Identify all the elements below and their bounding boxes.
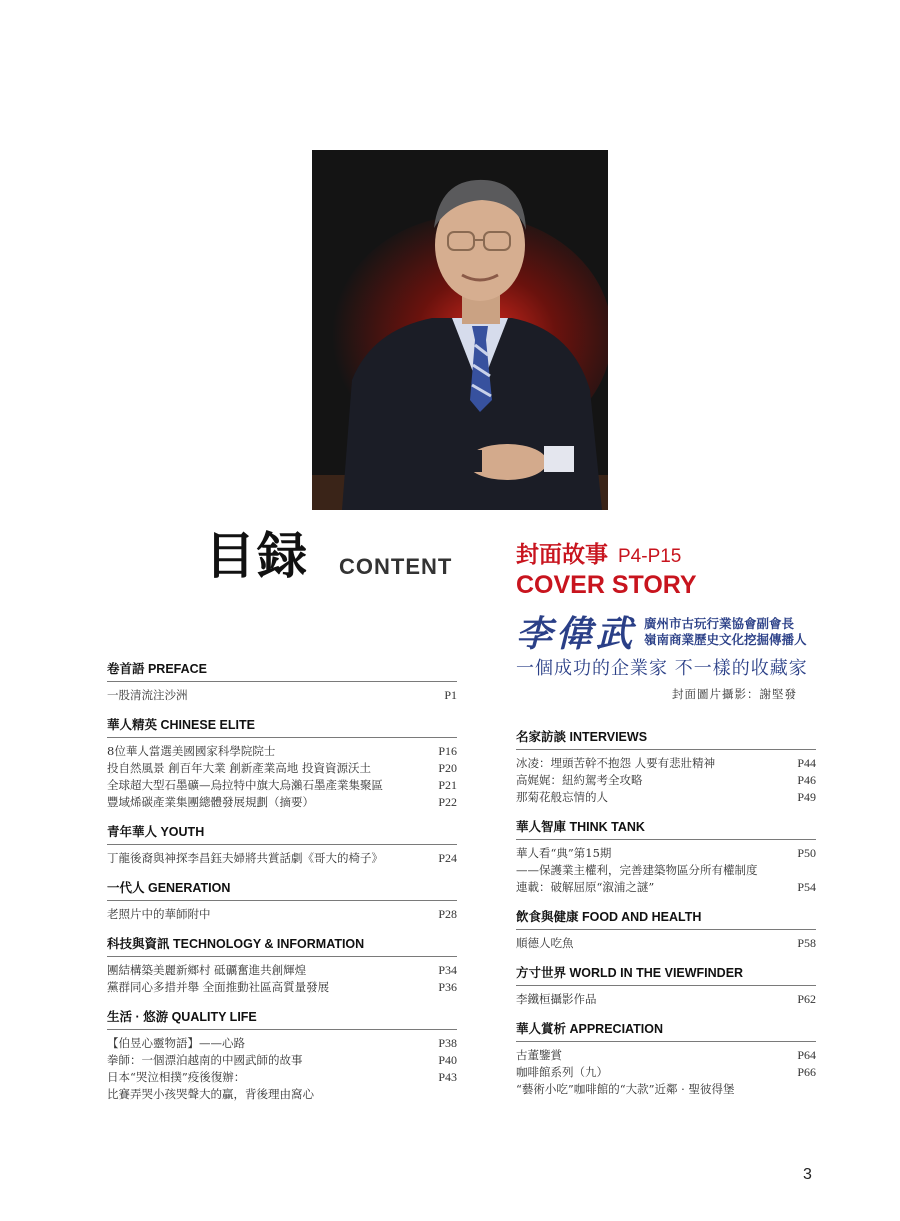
toc-right-column (516, 729, 816, 1111)
toc-entry[interactable] (107, 850, 457, 867)
toc-section (516, 819, 816, 896)
toc-section (107, 880, 457, 923)
section-heading: 科技與資訊 TECHNOLOGY & INFORMATION (107, 936, 457, 957)
toc-entry[interactable] (107, 962, 457, 979)
entry-page: P38 (438, 1036, 457, 1050)
cover-tagline: 一個成功的企業家 不一樣的收藏家 (516, 658, 808, 679)
entry-title: 比賽弄哭小孩哭聲大的贏，背後理由窩心 (107, 1087, 314, 1101)
toc-entry[interactable] (107, 777, 457, 794)
toc-entry[interactable] (107, 794, 457, 811)
entry-title: 全球超大型石墨礦—烏拉特中旗大烏瀨石墨產業集聚區 (107, 778, 383, 792)
entry-title: 【伯昱心靈物語】——心路 (107, 1036, 245, 1050)
section-heading: 華人精英 CHINESE ELITE (107, 717, 457, 738)
entry-page: P16 (438, 744, 457, 758)
entry-title: 一股清流注沙洲 (107, 688, 188, 702)
cover-person (516, 606, 807, 657)
entry-page: P46 (797, 773, 816, 787)
entry-page: P34 (438, 963, 457, 977)
toc-section (516, 965, 816, 1008)
cover-story-label-zh: 封面故事 (516, 542, 608, 568)
section-heading: 青年華人 YOUTH (107, 824, 457, 845)
entry-page: P64 (797, 1048, 816, 1062)
toc-section (107, 936, 457, 996)
toc-title-zh: 目録 (205, 527, 309, 585)
toc-entry[interactable] (516, 862, 816, 879)
cover-story-label-en: COVER STORY (516, 571, 697, 599)
entry-title: 高娓娓：紐約駕考全攻略 (516, 773, 643, 787)
toc-left-column (107, 661, 457, 1116)
toc-entry[interactable] (516, 789, 816, 806)
cover-photo (312, 150, 608, 510)
section-heading: 生活 · 悠游 QUALITY LIFE (107, 1009, 457, 1030)
toc-section (107, 661, 457, 704)
entry-title: 豐域烯碳產業集團總體發展規劃（摘要） (107, 795, 314, 809)
entry-title: ——保護業主權利，完善建築物區分所有權制度 (516, 863, 758, 877)
section-heading: 華人智庫 THINK TANK (516, 819, 816, 840)
photo-credit: 封面圖片攝影：謝堅發 (672, 687, 797, 701)
entry-title: 投自然風景 創百年大業 創新產業高地 投資資源沃土 (107, 761, 371, 775)
toc-section (516, 909, 816, 952)
entry-page: P40 (438, 1053, 457, 1067)
toc-entry[interactable] (516, 755, 816, 772)
person-title-2: 嶺南商業歷史文化挖掘傳播人 (644, 631, 807, 647)
toc-entry[interactable] (516, 935, 816, 952)
cover-story-pages: P4-P15 (618, 546, 682, 567)
toc-entry[interactable] (516, 1064, 816, 1081)
entry-title: 冰凌：埋頭苦幹不抱怨 人要有悲壯精神 (516, 756, 716, 770)
toc-heading (205, 527, 453, 585)
toc-section (107, 717, 457, 811)
toc-entry[interactable] (107, 1052, 457, 1069)
entry-title: 團結構築美麗新鄉村 砥礪奮進共創輝煌 (107, 963, 307, 977)
entry-page: P50 (797, 846, 816, 860)
entry-title: 日本“哭泣相撲”疫後復辦： (107, 1070, 246, 1084)
toc-entry[interactable] (516, 879, 816, 896)
toc-entry[interactable] (516, 1081, 816, 1098)
section-heading: 飲食與健康 FOOD AND HEALTH (516, 909, 816, 930)
section-heading: 名家訪談 INTERVIEWS (516, 729, 816, 750)
entry-title: 古董鑒賞 (516, 1048, 562, 1062)
toc-entry[interactable] (516, 1047, 816, 1064)
entry-title: 老照片中的華師附中 (107, 907, 211, 921)
entry-page: P49 (797, 790, 816, 804)
entry-page: P43 (438, 1070, 457, 1084)
toc-entry[interactable] (516, 845, 816, 862)
toc-section (516, 1021, 816, 1098)
toc-title-en: CONTENT (339, 554, 453, 579)
toc-entry[interactable] (107, 979, 457, 996)
cover-story-heading (516, 536, 697, 600)
section-heading: 方寸世界 WORLD IN THE VIEWFINDER (516, 965, 816, 986)
entry-page: P58 (797, 936, 816, 950)
entry-title: 8位華人當選美國國家科學院院士 (107, 744, 276, 758)
entry-title: 拳師：一個漂泊越南的中國武師的故事 (107, 1053, 303, 1067)
entry-page: P21 (438, 778, 457, 792)
entry-title: 順德人吃魚 (516, 936, 574, 950)
person-titles (644, 616, 807, 648)
entry-page: P44 (797, 756, 816, 770)
entry-page: P22 (438, 795, 457, 809)
toc-entry[interactable] (516, 991, 816, 1008)
entry-page: P66 (797, 1065, 816, 1079)
toc-section (107, 1009, 457, 1103)
entry-title: 黨群同心多措并舉 全面推動社區高質量發展 (107, 980, 330, 994)
entry-page: P54 (797, 880, 816, 894)
toc-section (107, 824, 457, 867)
entry-title: 連載：破解屈原“溆浦之謎” (516, 880, 655, 894)
entry-title: 那菊花般忘情的人 (516, 790, 608, 804)
entry-page: P1 (444, 688, 457, 702)
entry-page: P28 (438, 907, 457, 921)
toc-entry[interactable] (107, 1069, 457, 1086)
toc-entry[interactable] (516, 772, 816, 789)
entry-title: 李鐵桓攝影作品 (516, 992, 597, 1006)
entry-page: P24 (438, 851, 457, 865)
section-heading: 一代人 GENERATION (107, 880, 457, 901)
person-title-1: 廣州市古玩行業協會副會長 (644, 615, 795, 631)
toc-entry[interactable] (107, 743, 457, 760)
entry-title: 華人看“典”第15期 (516, 846, 612, 860)
entry-title: 丁龍後裔與神探李昌鈺夫婦將共賞話劇《哥大的椅子》 (107, 851, 383, 865)
section-heading: 華人賞析 APPRECIATION (516, 1021, 816, 1042)
entry-title: 咖啡館系列（九） (516, 1065, 608, 1079)
entry-page: P62 (797, 992, 816, 1006)
section-heading: 卷首語 PREFACE (107, 661, 457, 682)
toc-entry[interactable] (107, 906, 457, 923)
toc-entry[interactable] (107, 1035, 457, 1052)
entry-title: “藝術小吃”咖啡館的“大款”近鄰 · 聖彼得堡 (516, 1082, 735, 1096)
toc-entry[interactable] (107, 1086, 457, 1103)
toc-section (516, 729, 816, 806)
entry-page: P20 (438, 761, 457, 775)
page-number: 3 (803, 1166, 812, 1183)
entry-page: P36 (438, 980, 457, 994)
toc-entry[interactable] (107, 687, 457, 704)
person-name: 李偉武 (516, 613, 637, 655)
toc-entry[interactable] (107, 760, 457, 777)
